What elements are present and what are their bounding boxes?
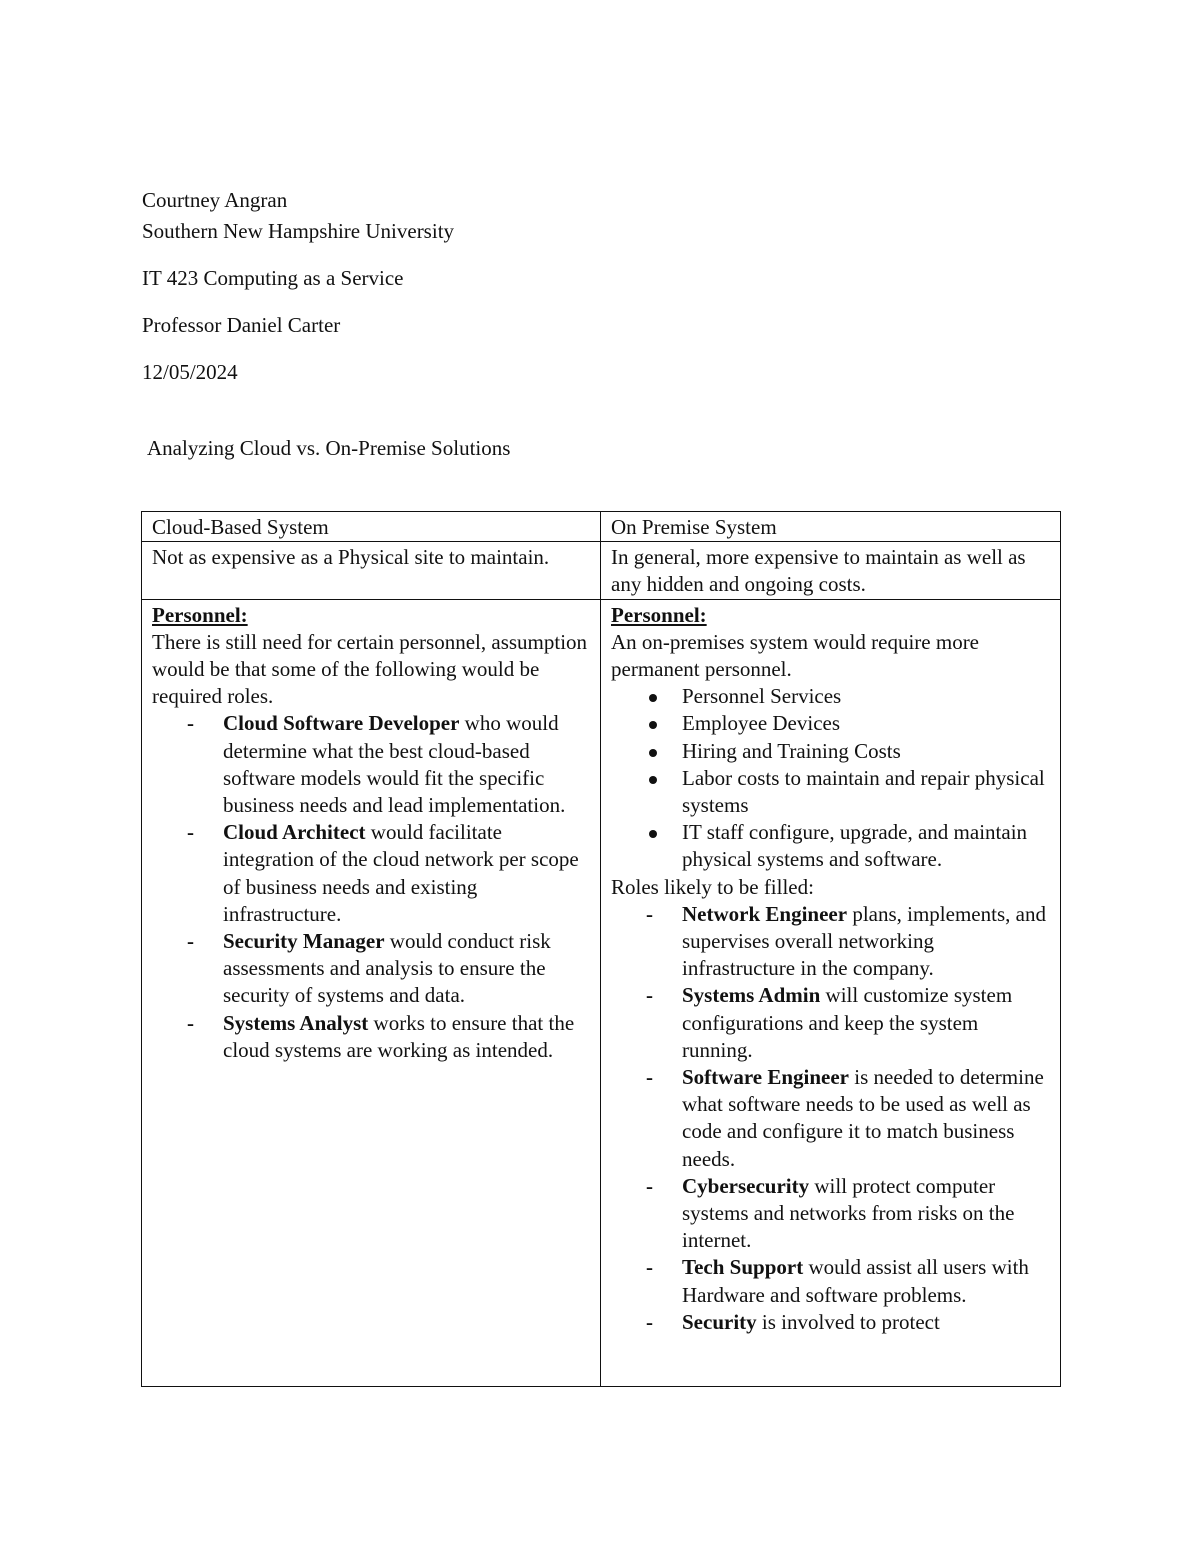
list-item (152, 1010, 590, 1064)
role-name: Systems Analyst (223, 1010, 369, 1035)
role-description: is involved to protect (756, 1309, 940, 1334)
dash-marker: - (646, 983, 653, 1008)
bullet-text: Personnel Services (682, 684, 842, 709)
list-item (611, 819, 1050, 873)
institution-name: Southern New Hampshire University (142, 219, 455, 243)
list-item (152, 710, 590, 819)
dash-marker: - (646, 1255, 653, 1280)
role-name: Cybersecurity (682, 1173, 810, 1198)
list-item (611, 683, 1050, 710)
role-name: Tech Support (682, 1255, 804, 1280)
personnel-heading: Personnel: (152, 602, 248, 627)
bullet-marker (649, 749, 657, 757)
list-item (611, 710, 1050, 737)
document-title: Analyzing Cloud vs. On-Premise Solutions (147, 436, 511, 460)
list-item (611, 1309, 1050, 1336)
list-item (611, 901, 1050, 983)
list-item (611, 982, 1050, 1064)
list-item (611, 1173, 1050, 1255)
table-header-row (142, 512, 1061, 542)
role-description: who would determine what the best cloud-based software models would fit the specific business needs and lead implementation. (223, 711, 566, 818)
dash-marker: - (187, 820, 194, 845)
bullet-text: IT staff configure, upgrade, and maintain physical systems and software. (682, 820, 1028, 872)
role-name: Security Manager (223, 929, 385, 954)
personnel-heading: Personnel: (611, 602, 707, 627)
role-description: would assist all users with Hardware and software problems. (682, 1255, 1029, 1307)
role-description: would facilitate integration of the cloud network per scope of business needs and existing infrastructure. (223, 820, 579, 926)
cost-onprem: In general, more expensive to maintain as well as any hidden and ongoing costs. (601, 542, 1061, 599)
professor-name: Professor Daniel Carter (142, 313, 341, 337)
role-description: will customize system configurations and keep the system running. (682, 983, 1013, 1062)
cost-bullet-list (611, 683, 1050, 873)
bullet-marker (649, 721, 657, 729)
document-date: 12/05/2024 (142, 360, 238, 384)
cost-cloud: Not as expensive as a Physical site to maintain. (142, 542, 601, 599)
role-description: plans, implements, and supervises overall networking infrastructure in the company. (682, 901, 1046, 981)
dash-marker: - (646, 1173, 653, 1198)
personnel-cloud-cell (142, 599, 601, 1386)
list-item (611, 738, 1050, 765)
role-list (152, 710, 590, 1064)
bullet-marker (649, 776, 657, 784)
bullet-text: Labor costs to maintain and repair physical systems (682, 765, 1045, 818)
personnel-intro: There is still need for certain personnel, assumption would be that some of the following would be required roles. (152, 629, 588, 709)
course-name: IT 423 Computing as a Service (142, 266, 404, 290)
role-name: Systems Admin (682, 983, 821, 1008)
bullet-text: Employee Devices (682, 711, 841, 736)
bullet-marker (649, 830, 657, 838)
dash-marker: - (187, 1010, 194, 1035)
role-name: Cloud Architect (223, 820, 366, 845)
role-description: is needed to determine what software needs to be used as well as code and configure it to match business needs. (682, 1065, 1044, 1171)
bullet-marker (649, 694, 657, 702)
dash-marker: - (646, 1309, 653, 1334)
role-list (611, 901, 1050, 1336)
table-cost-row (142, 542, 1061, 599)
role-name: Software Engineer (682, 1065, 850, 1090)
dash-marker: - (646, 1065, 653, 1090)
role-name: Cloud Software Developer (223, 711, 460, 736)
table-personnel-row (142, 599, 1061, 1386)
bullet-text: Hiring and Training Costs (682, 738, 901, 763)
header-cloud: Cloud-Based System (142, 512, 601, 542)
role-description: works to ensure that the cloud systems are working as intended. (223, 1010, 575, 1062)
dash-marker: - (187, 711, 194, 736)
roles-label: Roles likely to be filled: (611, 874, 814, 899)
personnel-onprem-cell (601, 599, 1061, 1386)
list-item (611, 1064, 1050, 1173)
list-item (152, 928, 590, 1010)
list-item (152, 819, 590, 928)
author-name: Courtney Angran (142, 188, 288, 212)
role-name: Network Engineer (682, 901, 848, 926)
dash-marker: - (646, 901, 653, 926)
role-name: Security (682, 1309, 757, 1334)
role-description: would conduct risk assessments and analysis to ensure the security of systems and data. (223, 929, 551, 1008)
list-item (611, 1254, 1050, 1308)
role-description: will protect computer systems and networks from risks on the internet. (682, 1173, 1015, 1253)
list-item (611, 765, 1050, 819)
comparison-table (141, 511, 1061, 1387)
dash-marker: - (187, 929, 194, 954)
personnel-intro: An on-premises system would require more permanent personnel. (611, 629, 980, 682)
header-onprem: On Premise System (601, 512, 1061, 542)
